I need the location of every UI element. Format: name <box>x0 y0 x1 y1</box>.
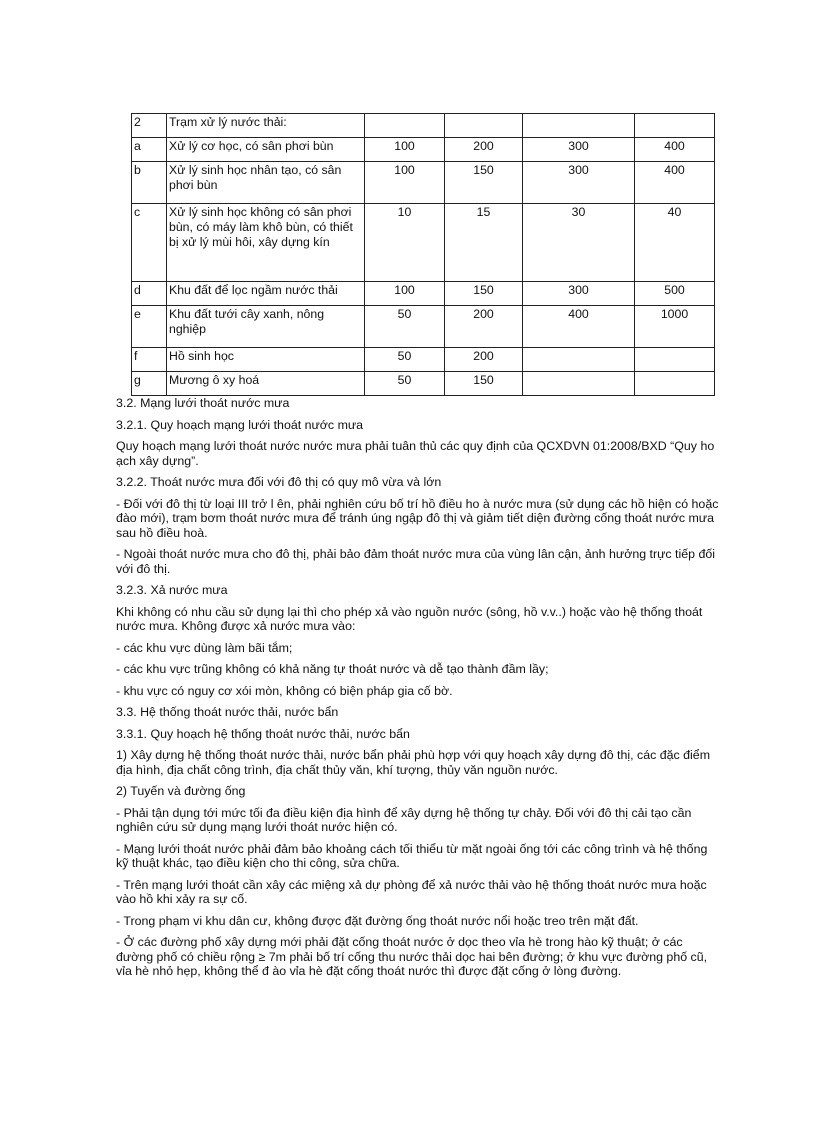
section-heading: 3.2.3. Xả nước mưa <box>116 583 228 597</box>
value-cell: 1000 <box>635 306 715 348</box>
section-heading: 2) Tuyến và đường ống <box>116 784 246 798</box>
value-cell: 100 <box>365 282 445 306</box>
table-row <box>132 204 715 282</box>
value-cell: 400 <box>635 138 715 162</box>
table-row <box>132 282 715 306</box>
row-label: Xử lý sinh học nhân tạo, có sân phơi bùn <box>167 162 365 204</box>
list-item: - Trong phạm vi khu dân cư, không được đặt đường ống thoát nước nổi hoặc treo trên mặt đất. <box>116 913 639 928</box>
value-cell <box>523 114 635 138</box>
value-cell: 200 <box>445 306 523 348</box>
value-cell: 150 <box>445 372 523 396</box>
row-index: g <box>132 372 167 396</box>
value-cell: 100 <box>365 162 445 204</box>
value-cell <box>635 348 715 372</box>
value-cell: 100 <box>365 138 445 162</box>
table-row <box>132 138 715 162</box>
row-index: a <box>132 138 167 162</box>
list-item: - Phải tận dụng tới mức tối đa điều kiện địa hình để xây dựng hệ thống tự chảy. Đối với đô thị cải tạo cần nghiên cứu sử dụng mạng lưới thoát nước hiện có. <box>116 805 692 834</box>
value-cell: 300 <box>523 138 635 162</box>
row-index: b <box>132 162 167 204</box>
value-cell: 400 <box>523 306 635 348</box>
value-cell: 50 <box>365 372 445 396</box>
value-cell: 150 <box>445 162 523 204</box>
section-heading: 3.3.1. Quy hoạch hệ thống thoát nước thải, nước bẩn <box>116 726 410 741</box>
value-cell: 10 <box>365 204 445 282</box>
row-label: Mương ô xy hoá <box>167 372 365 396</box>
paragraph: - Đối với đô thị từ loại III trở l ên, phải nghiên cứu bố trí hồ điều ho à nước mưa (sử dụng các hồ hiện có hoặc đào mới), trạm bơm thoát nước mưa để tránh úng ngập đô thị và giảm tiết diện đường cống thoát nước mưa sau hồ điều hoà. <box>116 496 719 540</box>
capacity-table <box>131 113 715 396</box>
table-row <box>132 306 715 348</box>
table-row <box>132 114 715 138</box>
value-cell: 40 <box>635 204 715 282</box>
list-item: - Trên mạng lưới thoát cần xây các miệng xả dự phòng để xả nước thải vào hệ thống thoát nước mưa hoặc vào hồ khi xảy ra sự cố. <box>116 877 707 906</box>
section-heading: 3.3. Hệ thống thoát nước thải, nước bẩn <box>116 705 339 719</box>
paragraph: 1) Xây dựng hệ thống thoát nước thải, nước bẩn phải phù hợp với quy hoạch xây dựng đô thị, các đặc điểm địa hình, địa chất công trình, địa chất thủy văn, khí tượng, thủy văn nguồn nước. <box>116 748 711 777</box>
row-index: f <box>132 348 167 372</box>
paragraph: - Ngoài thoát nước mưa cho đô thị, phải bảo đảm thoát nước mưa của vùng lân cận, ảnh hưởng trực tiếp đối với đô thị. <box>116 547 716 576</box>
row-index: e <box>132 306 167 348</box>
value-cell <box>365 114 445 138</box>
list-item: - các khu vực trũng không có khả năng tự thoát nước và dễ tạo thành đầm lầy; <box>116 662 549 676</box>
section-heading: 3.2. Mạng lưới thoát nước mưa <box>116 396 290 410</box>
list-item: - Ở các đường phố xây dựng mới phải đặt cống thoát nước ở dọc theo vỉa hè trong hào kỹ thuật; ở các đường phố có chiều rộng ≥ 7m phải bố trí cống thu nước thải dọc hai bên đường; ở khu vực đường phố cũ, vỉa hè nhỏ hẹp, không thể đ ào vỉa hè đặt cống thoát nước thì được đặt cống ở lòng đường. <box>116 935 708 978</box>
row-index: c <box>132 204 167 282</box>
value-cell <box>635 114 715 138</box>
row-label: Hồ sinh học <box>167 348 365 372</box>
section-heading: 3.2.2. Thoát nước mưa đối với đô thị có quy mô vừa và lớn <box>116 475 442 489</box>
table-row <box>132 348 715 372</box>
row-label: Khu đất để lọc ngầm nước thải <box>167 282 365 306</box>
value-cell: 50 <box>365 306 445 348</box>
list-item: - khu vực có nguy cơ xói mòn, không có biện pháp gia cố bờ. <box>116 683 453 698</box>
row-index: d <box>132 282 167 306</box>
row-label: Xử lý sinh học không có sân phơi bùn, có máy làm khô bùn, có thiết bị xử lý mùi hôi, xây dựng kín <box>167 204 365 282</box>
value-cell <box>523 372 635 396</box>
value-cell: 300 <box>523 282 635 306</box>
value-cell: 300 <box>523 162 635 204</box>
row-index: 2 <box>132 114 167 138</box>
row-label: Xử lý cơ học, có sân phơi bùn <box>167 138 365 162</box>
table-row <box>132 162 715 204</box>
value-cell <box>523 348 635 372</box>
value-cell: 200 <box>445 138 523 162</box>
value-cell <box>445 114 523 138</box>
row-label: Trạm xử lý nước thải: <box>167 114 365 138</box>
value-cell: 400 <box>635 162 715 204</box>
paragraph: Khi không có nhu cầu sử dụng lại thì cho phép xả vào nguồn nước (sông, hồ v.v..) hoặc vào hệ thống thoát nước mưa. Không được xả nước mưa vào: <box>116 604 703 633</box>
value-cell: 200 <box>445 348 523 372</box>
list-item: - Mạng lưới thoát nước phải đảm bảo khoảng cách tối thiểu từ mặt ngoài ống tới các công trình và hệ thống kỹ thuật khác, tạo điều kiện cho thi công, sửa chữa. <box>116 841 708 870</box>
paragraph: Quy hoạch mạng lưới thoát nước nước mưa phải tuân thủ các quy định của QCXDVN 01:2008/BXD “Quy ho ạch xây dựng”. <box>116 439 715 468</box>
value-cell <box>635 372 715 396</box>
document-body <box>116 396 720 986</box>
value-cell: 30 <box>523 204 635 282</box>
section-heading: 3.2.1. Quy hoạch mạng lưới thoát nước mưa <box>116 417 364 432</box>
value-cell: 50 <box>365 348 445 372</box>
table-row <box>132 372 715 396</box>
list-item: - các khu vực dùng làm bãi tắm; <box>116 640 293 655</box>
value-cell: 500 <box>635 282 715 306</box>
row-label: Khu đất tưới cây xanh, nông nghiệp <box>167 306 365 348</box>
value-cell: 150 <box>445 282 523 306</box>
value-cell: 15 <box>445 204 523 282</box>
